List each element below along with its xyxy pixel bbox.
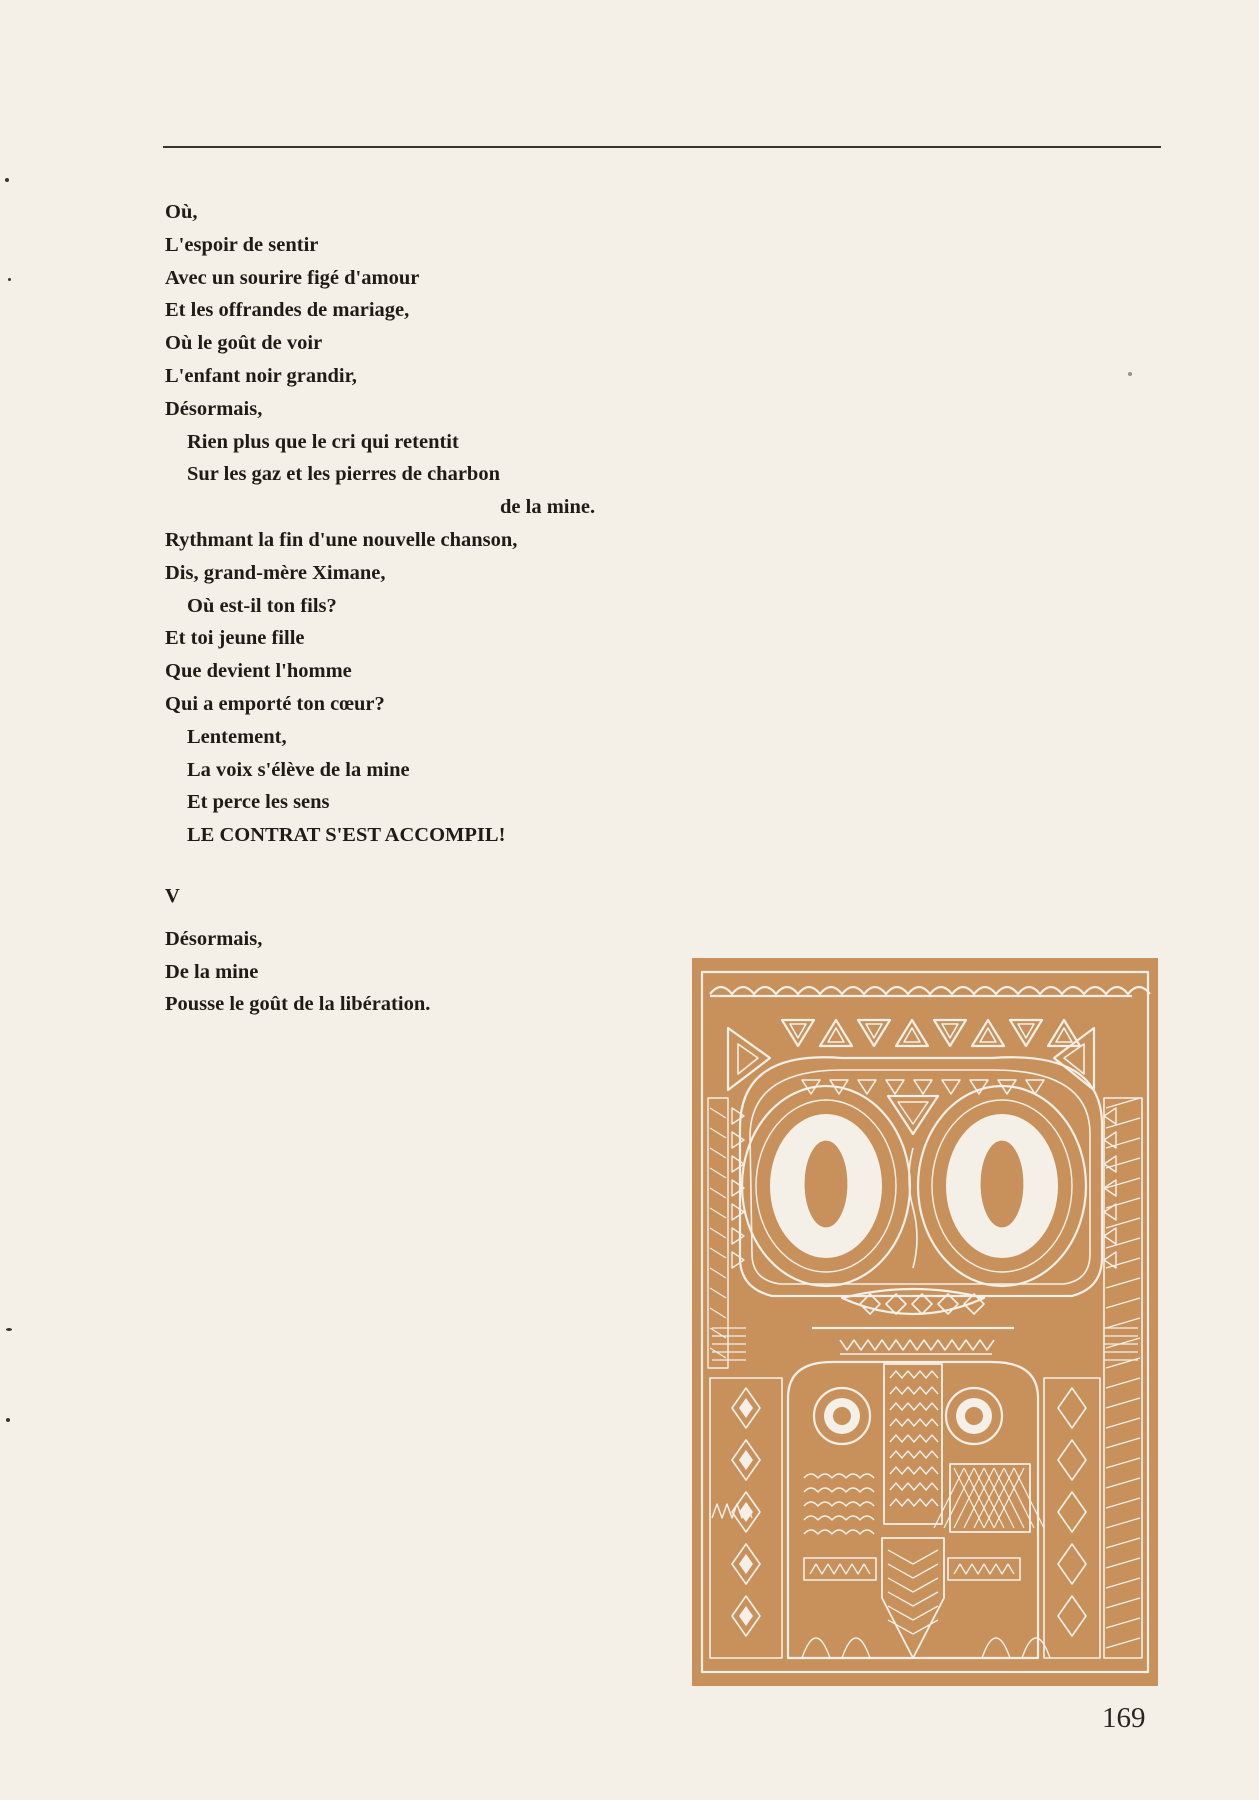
- top-rule: [163, 146, 1161, 148]
- section-numeral: V: [165, 884, 180, 907]
- poem-line: Où est-il ton fils?: [187, 594, 337, 617]
- poem-line: Qui a emporté ton cœur?: [165, 692, 385, 715]
- poem-line: de la mine.: [500, 496, 596, 519]
- margin-mark: [8, 278, 11, 281]
- poem-line: Lentement,: [187, 725, 287, 748]
- poem-line: La voix s'élève de la mine: [187, 758, 410, 781]
- poem-line: Où,: [165, 201, 198, 223]
- poem-line: Où le goût de voir: [165, 332, 323, 355]
- poem-line: Et perce les sens: [187, 791, 330, 814]
- margin-mark: [6, 1418, 10, 1422]
- poem-line: Et toi jeune fille: [165, 627, 305, 650]
- page-number: 169: [1102, 1702, 1146, 1734]
- poem-line: Désormais,: [165, 927, 263, 950]
- poem-line: L'enfant noir grandir,: [165, 364, 357, 387]
- margin-mark: [6, 1328, 12, 1331]
- poem-line: Pousse le goût de la libération.: [165, 993, 431, 1016]
- poem-line: L'espoir de sentir: [165, 233, 319, 256]
- poem-line: Sur les gaz et les pierres de charbon: [187, 463, 500, 486]
- poem-line: Rythmant la fin d'une nouvelle chanson,: [165, 528, 518, 551]
- poem-line: Désormais,: [165, 397, 263, 420]
- poem-line: Et les offrandes de mariage,: [165, 299, 410, 322]
- poem-line: Dis, grand-mère Ximane,: [165, 561, 386, 584]
- margin-mark: [1128, 372, 1132, 376]
- poem-line: Que devient l'homme: [165, 660, 352, 683]
- woodcut-illustration: [692, 958, 1158, 1686]
- margin-mark: [5, 178, 9, 182]
- poem-line: Rien plus que le cri qui retentit: [187, 430, 459, 453]
- poem-body: [165, 196, 685, 1021]
- poem-line: Avec un sourire figé d'amour: [165, 266, 420, 289]
- poem-line: De la mine: [165, 960, 259, 983]
- poem-line: LE CONTRAT S'EST ACCOMPIL!: [187, 824, 506, 847]
